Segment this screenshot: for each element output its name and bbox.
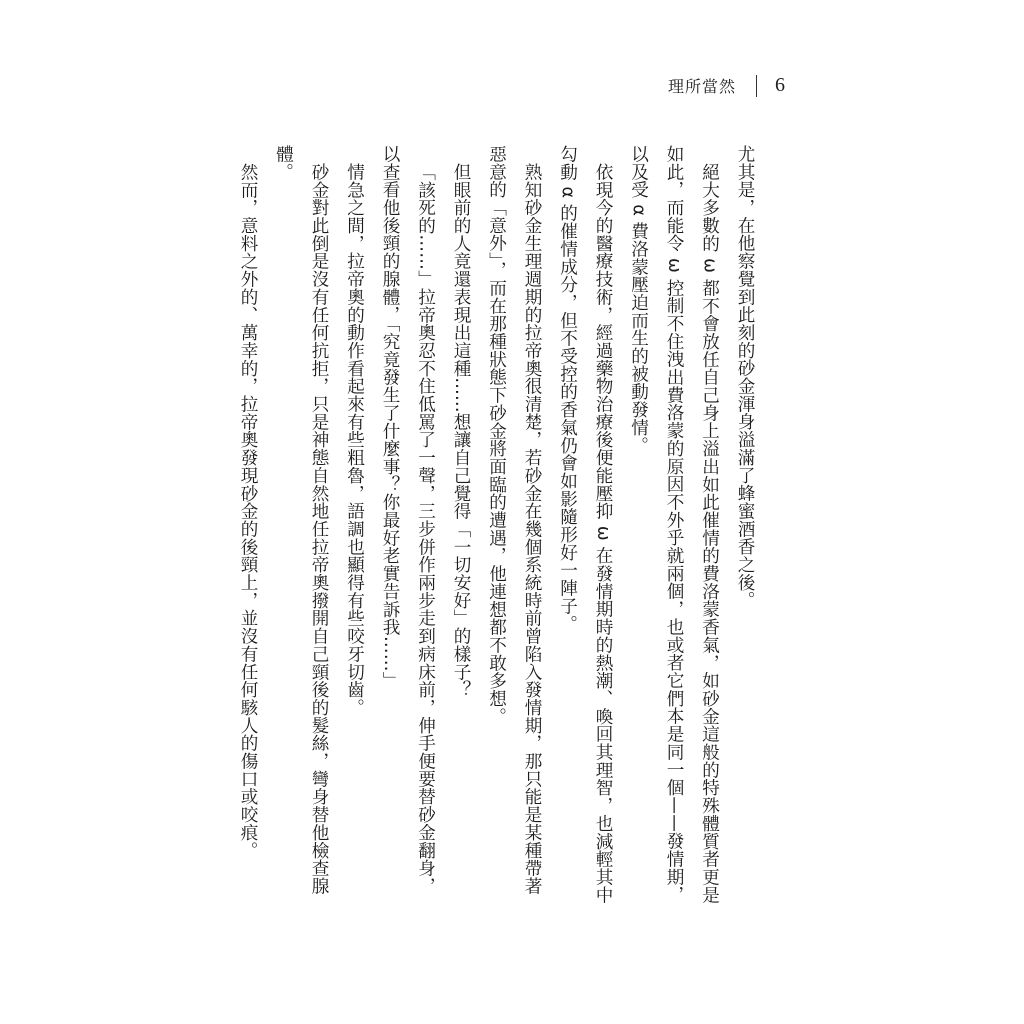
- paragraph: 然而，意料之外的、萬幸的，拉帝奧發現砂金的後頸上，並沒有任何駭人的傷口或咬痕。: [238, 163, 258, 860]
- paragraph: 熟知砂金生理週期的拉帝奧很清楚，若砂金在幾個系統時前曾陷入發情期，那只能是某種帶著惡意的「意外」，而在那種狀態下砂金將面臨的遭遇，他連想都不敢多想。: [486, 145, 542, 896]
- running-header: [668, 74, 786, 97]
- paragraph: 絕大多數的 ω 都不會放任自己身上溢出如此催情的費洛蒙香氣，如砂金這般的特殊體質者更是如此，而能令 ω 控制不住洩出費洛蒙的原因不外乎就兩個，也或者它們本是同一個——發情期，以及受 α 費洛蒙壓迫而生的被動發情。: [628, 145, 720, 905]
- paragraph: 「該死的……」拉帝奧忍不住低罵了一聲，三步併作兩步走到病床前，伸手便要替砂金翻身，以查看他後頸的腺體，「究竟發生了什麼事？你最好老實告訴我……」: [380, 145, 436, 896]
- body-text: [230, 145, 763, 905]
- page-number: 6: [775, 74, 786, 96]
- paragraph: 但眼前的人竟還表現出這種……想讓自己覺得「一切安好」的樣子？: [451, 163, 471, 699]
- paragraph: 情急之間，拉帝奧的動作看起來有些粗魯，語調也顯得有些咬牙切齒。: [344, 163, 365, 717]
- paragraph: 尤其是，在他察覺到此刻的砂金渾身溢滿了蜂蜜酒香之後。: [735, 145, 755, 610]
- paragraph: 依現今的醫療技術，經過藥物治療後便能壓抑 ω 在發情期時的熱潮、喚回其理智，也減輕其中勾動 α 的催情成分，但不受控的香氣仍會如影隨形好一陣子。: [557, 145, 613, 905]
- header-divider: [756, 75, 757, 97]
- book-title: 理所當然: [667, 77, 736, 96]
- paragraph: 砂金對此倒是沒有任何抗拒，只是神態自然地任拉帝奧撥開自己頸後的髮絲，彎身替他檢查腺體。: [273, 145, 329, 896]
